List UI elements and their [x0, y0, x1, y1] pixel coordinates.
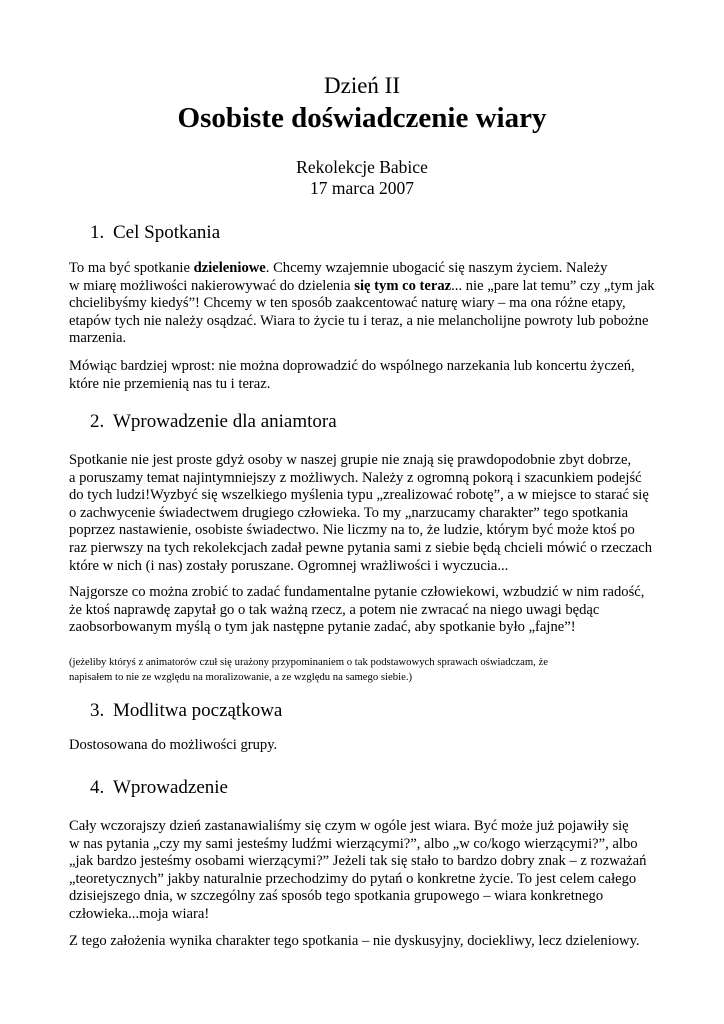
title-block — [0, 72, 724, 135]
paragraph — [69, 452, 669, 575]
text-line: które w nich (i nas) zostały poruszane. Ogromnej wrażliwości i wyczucia... — [69, 557, 509, 574]
section-heading-cel-spotkania — [90, 222, 220, 244]
text-line: które nie przemienią nas tu i teraz. — [69, 375, 271, 392]
section-title: Wprowadzenie dla aniamtora — [113, 411, 337, 432]
text-line: człowieka...moja wiara! — [69, 905, 210, 922]
subtitle: Rekolekcje Babice — [296, 157, 428, 177]
text-line: etapów tych nie należy osądzać. Wiara to życie tu i teraz, a nie melancholijne powroty lub pobożne — [69, 312, 649, 329]
paragraph — [69, 933, 669, 951]
paragraph — [69, 260, 669, 348]
section-number: 2. — [90, 411, 105, 432]
footnote — [69, 655, 669, 684]
text-line: (jeżeliby któryś z animatorów czuł się urażony przypominaniem o tak podstawowych sprawach oświadczam, że — [69, 656, 548, 668]
text-line: a poruszamy temat najintymniejszy z możliwych. Należy z ogromną pokorą i szacunkiem podejść — [69, 469, 642, 486]
section-number: 3. — [90, 700, 105, 721]
text-line: chcielibyśmy kiedyś”! Chcemy w ten sposób zaakcentować naturę wiary – ma ona różne etapy, — [69, 295, 626, 312]
text-line: do tych ludzi!Wyzbyć się wszelkiego myślenia typu „zrealizować robotę”, a w miejsce to starać się — [69, 487, 649, 504]
section-title: Cel Spotkania — [113, 222, 221, 243]
section-heading-wprowadzenie-dla-animatora — [90, 411, 337, 433]
text-line: zaobsorbowanym myślą o tym jak następne pytanie zadać, aby spotkanie było „fajne”! — [69, 619, 576, 636]
date: 17 marca 2007 — [310, 178, 414, 198]
text-line: Z tego założenia wynika charakter tego spotkania – nie dyskusyjny, dociekliwy, lecz dzieleniowy. — [69, 933, 640, 949]
text-line: Cały wczorajszy dzień zastanawialiśmy się czym w ogóle jest wiara. Być może już pojawiły się — [69, 818, 629, 834]
paragraph — [69, 737, 669, 755]
text-line: w nas pytania „czy my sami jesteśmy ludźmi wierzącymi?”, albo „w co/kogo wierzącymi?”, albo — [69, 835, 638, 852]
section-heading-wprowadzenie — [90, 777, 228, 799]
paragraph — [69, 818, 669, 924]
text-line: Dostosowana do możliwości grupy. — [69, 737, 278, 753]
text-line: marzenia. — [69, 330, 127, 347]
section-number: 4. — [90, 777, 105, 798]
section-title: Wprowadzenie — [113, 777, 228, 798]
text-line: dzisiejszego dnia, w szczególny zaś sposób tego spotkania grupowego – wiara konkretnego — [69, 888, 604, 905]
text-line: Spotkanie nie jest proste gdyż osoby w naszej grupie nie znają się prawdopodobnie zbyt dobrze, — [69, 452, 632, 468]
text-line: Najgorsze co można zrobić to zadać fundamentalne pytanie człowiekowi, wzbudzić w nim radość, — [69, 584, 645, 600]
subtitle-block — [0, 157, 724, 199]
section-title: Modlitwa początkowa — [113, 700, 283, 721]
text-line: poprzez nastawienie, osobiste świadectwo. Nie liczmy na to, że ludzie, którym być może ktoś po — [69, 522, 635, 539]
text-line: raz pierwszy na tych rekolekcjach zadał pewne pytania sami z siebie będą chcieli mówić o rzeczach — [69, 539, 653, 556]
text-line: o zachwycenie świadectwem drugiego człowieka. To my „narzucamy charakter” tego spotkania — [69, 504, 629, 521]
section-heading-modlitwa-poczatkowa — [90, 700, 282, 722]
day-label: Dzień II — [324, 73, 400, 98]
text-line: „jak bardzo jesteśmy osobami wierzącymi?” Jeżeli tak się stało to bardzo dobry znak – z rozważań — [69, 853, 647, 870]
text-line: Mówiąc bardziej wprost: nie można doprowadzić do wspólnego narzekania lub koncertu życzeń, — [69, 358, 635, 374]
text-line: To ma być spotkanie dzieleniowe. Chcemy wzajemnie ubogacić się naszym życiem. Należy — [69, 260, 608, 276]
paragraph — [69, 358, 669, 393]
text-line: „teoretycznych” jakby naturalnie przechodzimy do pytań o konkretne życie. To jest celem całego — [69, 870, 637, 887]
bold-text: dzieleniowe — [193, 260, 266, 276]
text-line: napisałem to nie ze względu na moralizowanie, a ze względu na samego siebie.) — [69, 670, 413, 683]
bold-text: się tym co teraz — [354, 277, 452, 294]
section-number: 1. — [90, 222, 105, 243]
text-line: w miarę możliwości nakierowywać do dzielenia się tym co teraz... nie „pare lat temu” czy „tym jak — [69, 277, 655, 294]
page-title: Osobiste doświadczenie wiary — [177, 102, 547, 134]
paragraph — [69, 584, 669, 637]
text-line: że ktoś naprawdę zapytał go o tak ważną rzecz, a potem nie zwracać na niego uwagi będąc — [69, 601, 600, 618]
